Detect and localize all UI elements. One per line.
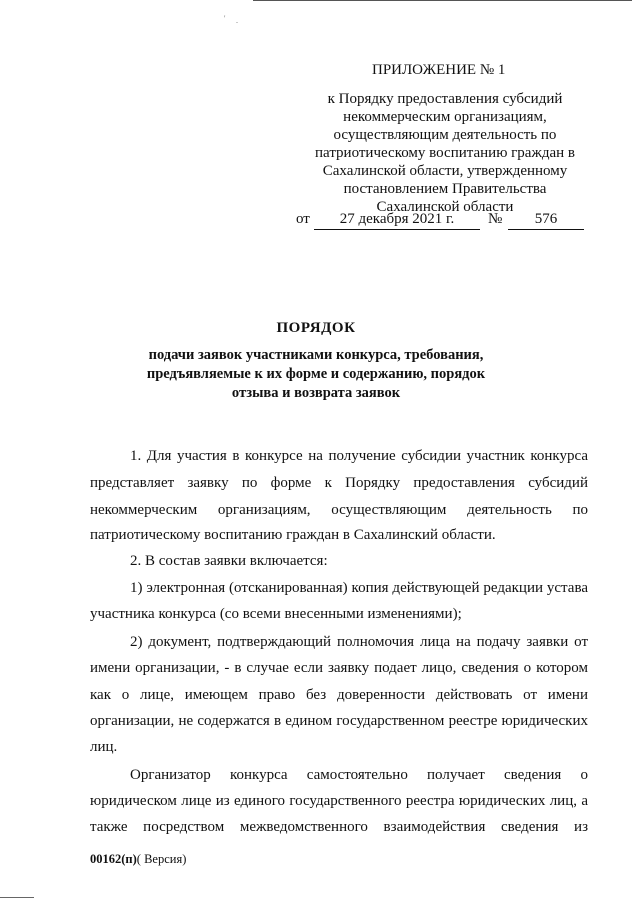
scan-mark: ' [224, 14, 226, 23]
paragraph-line: Организатор конкурса самостоятельно получает сведения о [130, 767, 588, 783]
document-title: ПОРЯДОК [276, 320, 356, 336]
corner-line [0, 897, 34, 898]
document-subtitle [0, 346, 632, 403]
footer-version [90, 852, 186, 867]
annex-line: к Порядку предоставления субсидий [327, 91, 563, 107]
annex-line: некоммерческим организациям, [343, 109, 547, 125]
paragraph-line: также посредством межведомственного взаимодействия сведения из [90, 819, 588, 835]
subtitle-line: подачи заявок участниками конкурса, требования, [148, 347, 484, 363]
annex-line: Сахалинской области, утвержденному [322, 163, 568, 179]
annex-line: осуществляющим деятельность по [333, 127, 557, 143]
paragraph-line: организации, не содержатся в едином государственном реестре юридических [90, 713, 588, 729]
number-sign: № [488, 211, 503, 227]
scan-mark: . [236, 16, 238, 25]
date-prefix: от [296, 211, 310, 227]
annex-line: постановлением Правительства [343, 181, 547, 197]
annex-line: Сахалинской области [376, 199, 514, 215]
paragraph-line: юридическом лице из единого государственного реестра юридических лиц, а [90, 793, 588, 809]
paragraph-line: 2) документ, подтверждающий полномочия лица на подачу заявки от [130, 634, 588, 650]
paragraph-line: участника конкурса (со всеми внесенными изменениями); [90, 606, 462, 622]
resolution-date: 27 декабря 2021 г. [314, 211, 480, 230]
subtitle-line: предъявляемые к их форме и содержанию, порядок [146, 366, 486, 382]
annex-line: патриотическому воспитанию граждан в [315, 145, 575, 161]
resolution-number: 576 [508, 211, 584, 230]
paragraph-line: как о лице, имеющем право без доверенности действовать от имени [90, 687, 588, 703]
paragraph-line: 1) электронная (отсканированная) копия действующей редакции устава [130, 580, 588, 596]
annex-title: ПРИЛОЖЕНИЕ № 1 [372, 62, 506, 78]
paragraph-line: представляет заявку по форме к Порядку предоставления субсидий [90, 475, 588, 491]
top-border-line [253, 0, 632, 1]
annex-reference [303, 90, 587, 216]
paragraph-line: 1. Для участия в конкурсе на получение субсидии участник конкурса [130, 448, 588, 464]
subtitle-line: отзыва и возврата заявок [231, 385, 401, 401]
paragraph-line: некоммерческим организациям, осуществляющим деятельность по [90, 502, 588, 518]
paragraph-line: имени организации, - в случае если заявку подает лицо, сведения о котором [90, 660, 588, 676]
version-label: ( Версия) [136, 852, 187, 866]
paragraph-line: лиц. [90, 739, 118, 755]
paragraph-line: патриотическому воспитанию граждан в Сахалинский области. [90, 527, 496, 543]
paragraph-line: 2. В состав заявки включается: [130, 553, 328, 569]
document-code: 00162(п) [90, 852, 137, 866]
